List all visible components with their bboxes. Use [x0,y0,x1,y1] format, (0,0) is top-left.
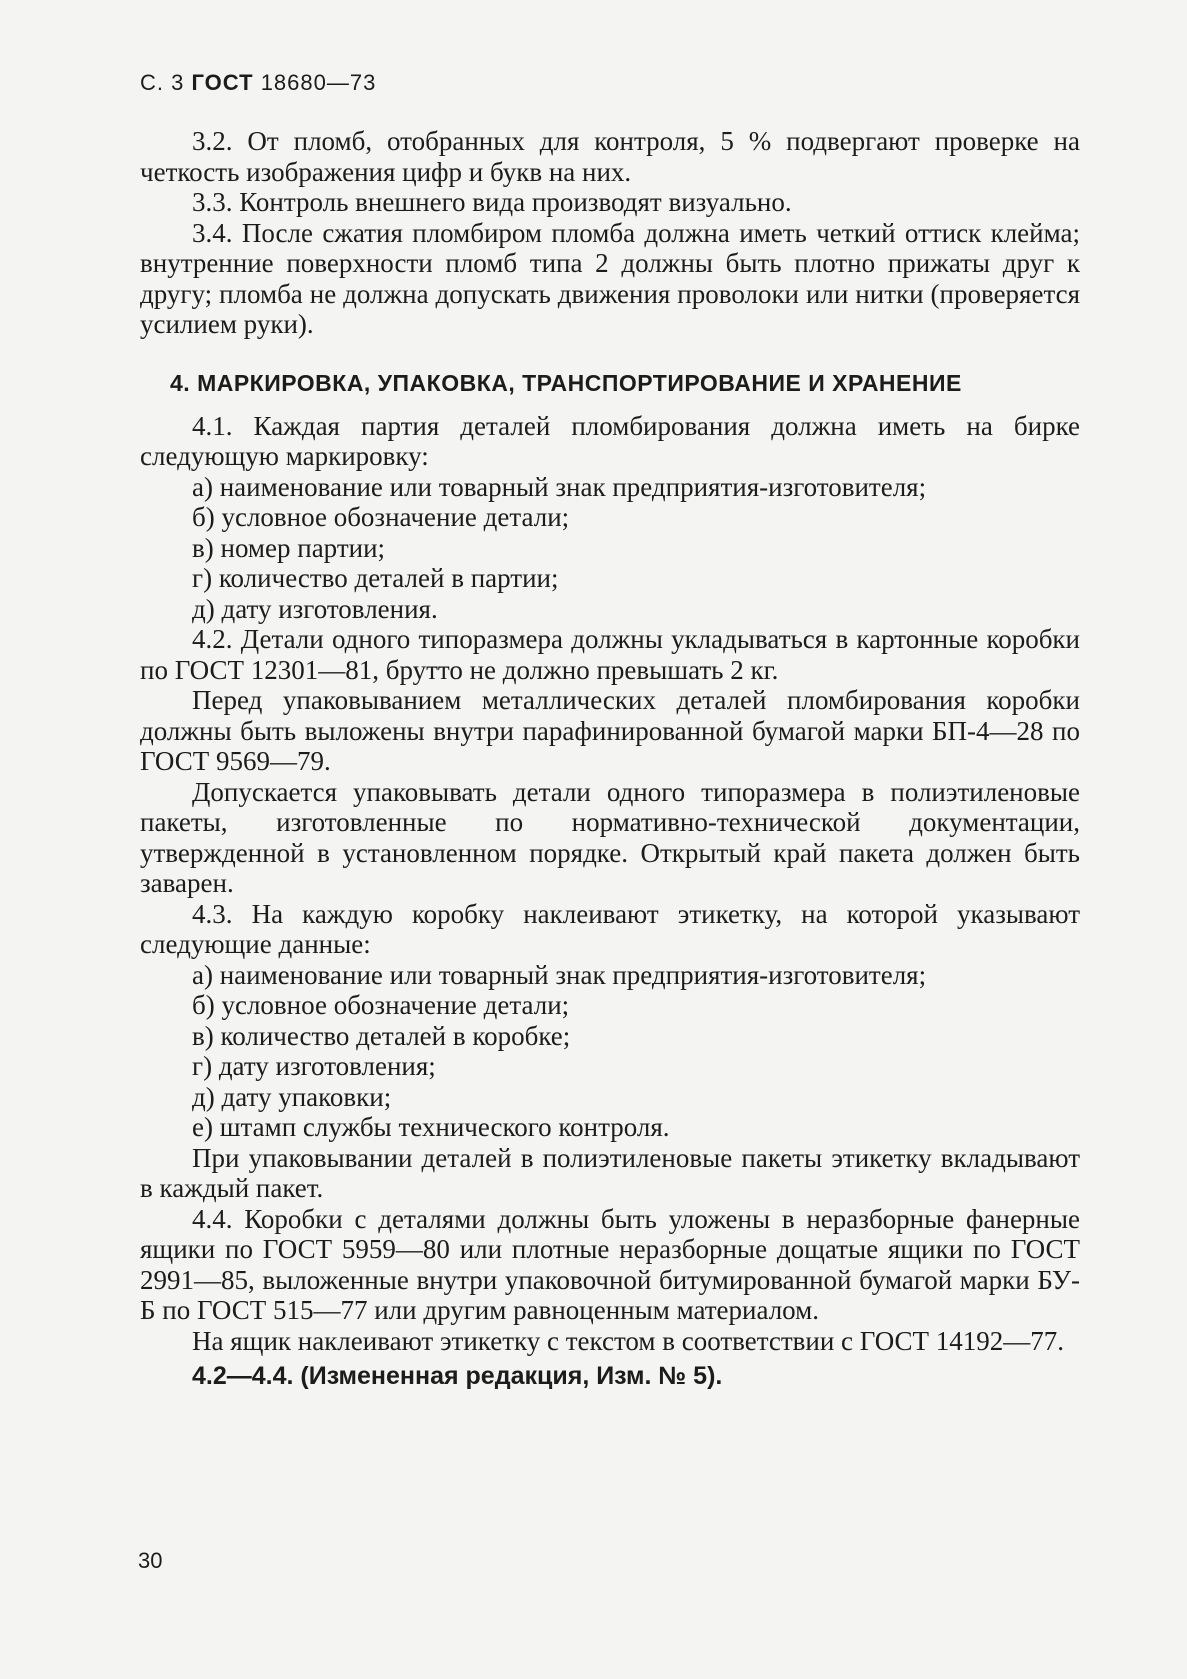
paragraph-4-3-bags: При упаковывании деталей в полиэтиленовые пакеты этикетку вкладывают в каждый пакет. [140,1142,1080,1203]
list-item: д) дату изготовления. [192,593,438,624]
list-item: б) условное обозначение детали; [192,990,570,1020]
paragraph-4-2-packing: Перед упаковыванием металлических деталей пломбирования коробки должны быть выложены внутри парафинированной бумагой марки БП-4—28 по ГОСТ 9569—79. [140,685,1080,776]
standard-number: 18680—73 [260,70,377,95]
list-item: б) условное обозначение детали; [192,502,570,532]
list-item: а) наименование или товарный знак предприятия-изготовителя; [192,959,927,990]
paragraph-4-1: 4.1. Каждая партия деталей пломбирования должна иметь на бирке следующую маркировку: [140,410,1080,471]
paragraph-4-2-polyethylene: Допускается упаковывать детали одного типоразмера в полиэтиленовые пакеты, изготовленные по нормативно-технической документации, утвержденной в установленном порядке. Открытый край пакета должен быть заварен. [140,776,1080,898]
paragraph-3-3: 3.3. Контроль внешнего вида производят визуально. [192,187,792,217]
list-item: а) наименование или товарный знак предприятия-изготовителя; [192,471,927,502]
section-4-title: 4. МАРКИРОВКА, УПАКОВКА, ТРАНСПОРТИРОВАНИЕ И ХРАНЕНИЕ [170,369,962,396]
page-number: 30 [138,1548,163,1573]
list-item: в) количество деталей в коробке; [192,1020,571,1051]
page-ref: С. 3 [140,70,185,95]
list-item: г) дату изготовления; [192,1051,436,1081]
paragraph-4-4: 4.4. Коробки с деталями должны быть уложены в неразборные фанерные ящики по ГОСТ 5959—80 или плотные неразборные дощатые ящики по ГОСТ 2991—85, выложенные внутри упаковочной битумированной бумагой марки БУ-Б по ГОСТ 515—77 или другим равноценным материалом. [140,1203,1080,1325]
revision-note: 4.2—4.4. (Измененная редакция, Изм. № 5). [192,1362,723,1390]
list-item: г) количество деталей в партии; [192,563,559,593]
paragraph-3-4: 3.4. После сжатия пломбиром пломба должна иметь четкий оттиск клейма; внутренние поверхности пломб типа 2 должны быть плотно прижаты друг к другу; пломба не должна допускать движения проволоки или нитки (проверяется усилием руки). [140,217,1080,339]
standard-label: ГОСТ [191,70,254,95]
paragraph-4-2: 4.2. Детали одного типоразмера должны укладываться в картонные коробки по ГОСТ 12301—81, брутто не должно превышать 2 кг. [140,624,1080,685]
page-header [140,70,1080,96]
list-item: е) штамп службы технического контроля. [192,1112,670,1142]
paragraph-3-2: 3.2. От пломб, отобранных для контроля, 5 % подвергают проверке на четкость изображения цифр и букв на них. [140,126,1080,187]
paragraph-4-3: 4.3. На каждую коробку наклеивают этикетку, на которой указывают следующие данные: [140,898,1080,959]
document-page [140,70,1080,1391]
paragraph-4-4-label: На ящик наклеивают этикетку с текстом в соответствии с ГОСТ 14192—77. [192,1325,1065,1356]
list-item: д) дату упаковки; [192,1081,392,1112]
list-item: в) номер партии; [192,532,386,563]
